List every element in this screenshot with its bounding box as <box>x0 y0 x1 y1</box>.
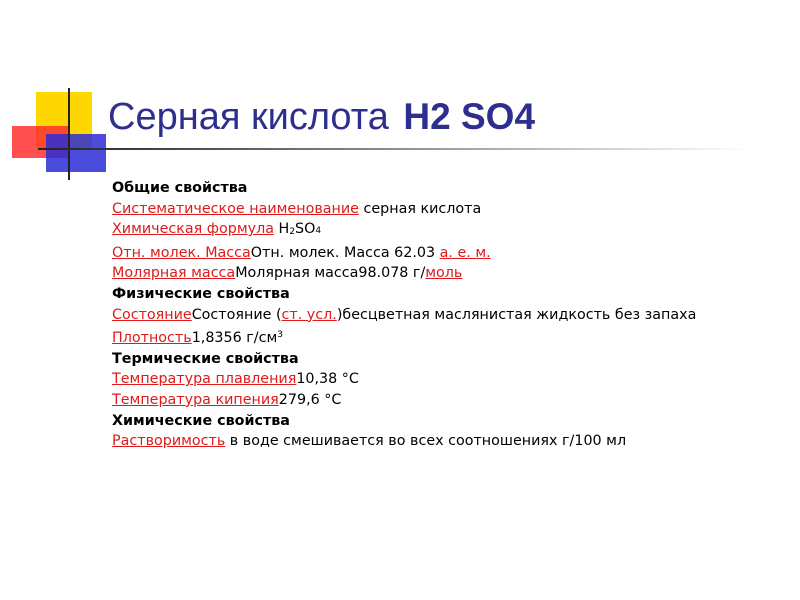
decorative-vertical-line <box>68 88 70 180</box>
chem-formula-so-sub: 4 <box>315 226 322 237</box>
standard-conditions-link[interactable]: ст. усл. <box>281 306 337 323</box>
density-sup: 3 <box>277 330 283 341</box>
molar-weight-text: Отн. молек. Масса 62.03 <box>250 244 436 261</box>
title-formula-so: SO <box>460 96 515 137</box>
properties-list <box>112 178 772 452</box>
state-link[interactable]: Состояние <box>112 306 192 323</box>
systematic-name-value: серная кислота <box>363 200 482 217</box>
systematic-name-row <box>112 199 772 220</box>
boiling-point-link[interactable]: Температура кипения <box>112 391 279 408</box>
chem-formula-h: H <box>278 221 290 238</box>
density-link[interactable]: Плотность <box>112 330 192 347</box>
molar-mass-row <box>112 263 772 284</box>
molar-mass-link[interactable]: Молярная масса <box>112 265 236 282</box>
systematic-name-link[interactable]: Систематическое наименование <box>112 200 359 217</box>
thermal-heading: Термические свойства <box>112 350 299 367</box>
state-text-2: )бесцветная маслянистая жидкость без запаха <box>336 306 697 323</box>
title-formula <box>403 96 535 137</box>
decorative-horizontal-line <box>38 148 750 150</box>
chem-formula-row <box>112 219 772 243</box>
chem-formula-so: SO <box>295 221 316 238</box>
molar-weight-row <box>112 243 772 264</box>
molar-mass-text: Молярная масса98.078 г/ <box>235 265 426 282</box>
solubility-row <box>112 431 772 452</box>
physical-heading: Физические свойства <box>112 285 290 302</box>
melting-value: 10,38 °C <box>296 371 359 388</box>
slide-title <box>108 96 535 139</box>
title-formula-h-sub: 2 <box>430 96 451 137</box>
boiling-value: 279,6 °C <box>278 391 342 408</box>
general-heading: Общие свойства <box>112 180 248 196</box>
state-row <box>112 305 772 326</box>
title-formula-h: H <box>403 96 431 137</box>
density-row <box>112 325 772 349</box>
mol-link[interactable]: моль <box>425 265 463 282</box>
melting-point-link[interactable]: Температура плавления <box>112 371 297 388</box>
density-value: 1,8356 г/см <box>191 330 278 347</box>
title-text: Серная кислота <box>108 96 389 138</box>
melting-row <box>112 369 772 390</box>
solubility-value: в воде смешивается во всех соотношениях г/100 мл <box>225 433 627 450</box>
chemical-heading: Химические свойства <box>112 412 290 429</box>
chem-formula-link[interactable]: Химическая формула <box>112 221 274 238</box>
title-formula-so-sub: 4 <box>514 96 536 137</box>
state-text-1: Состояние ( <box>191 306 282 323</box>
amu-link[interactable]: а. е. м. <box>439 244 491 261</box>
decorative-blue-square <box>46 134 106 172</box>
molar-weight-link[interactable]: Отн. молек. Масса <box>112 244 251 261</box>
chem-formula-h-sub: 2 <box>289 227 296 238</box>
boiling-row <box>112 390 772 411</box>
solubility-link[interactable]: Растворимость <box>112 433 226 450</box>
